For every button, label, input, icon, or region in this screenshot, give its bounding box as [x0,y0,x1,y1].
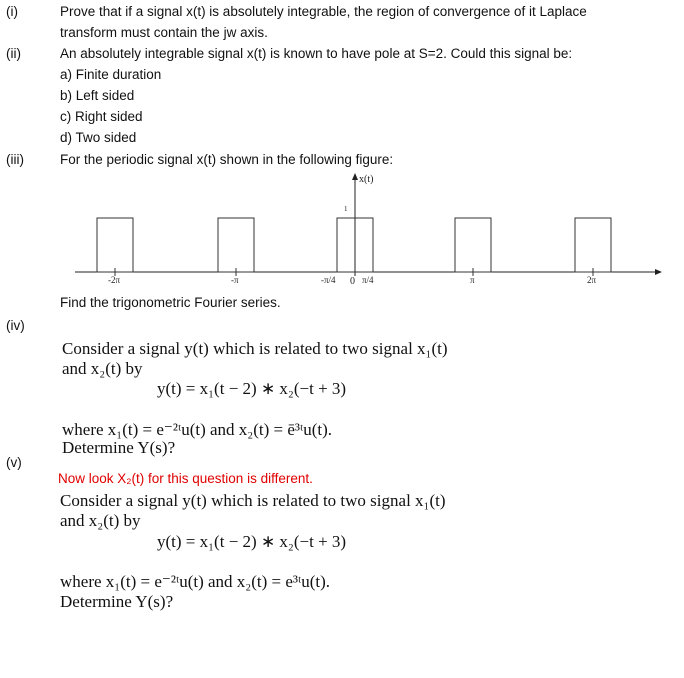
pulse [575,218,611,272]
q1-number: (i) [6,4,18,19]
q4-where: where x₁(t) = e⁻²ᵗu(t) and x₂(t) = ē³ᵗu(t). [62,420,333,439]
q5-line1: Consider a signal y(t) which is related to two signal x₁(t) [60,491,446,510]
periodic-signal-figure [0,168,684,290]
q5-equation: y(t) = x₁(t − 2) ∗ x₂(−t + 3) [157,532,347,551]
pulse [218,218,254,272]
q4-line2: and x₂(t) by [62,359,143,378]
tick-label: 2π [587,275,597,285]
q2-option-d: d) Two sided [60,130,137,145]
y-axis-label: x(t) [359,174,374,185]
q5-number: (v) [6,455,22,470]
q1-text-line1: Prove that if a signal x(t) is absolutely integrable, the region of convergence of it Laplace [60,4,587,19]
q2-text: An absolutely integrable signal x(t) is known to have pole at S=2. Could this signal be: [60,46,573,61]
q3-number: (iii) [6,152,24,167]
q5-note: Now look X₂(t) for this question is different. [58,471,313,486]
q1-text-line2: transform must contain the jw axis. [60,25,268,40]
tick-label: π [470,275,475,285]
q4-determine: Determine Y(s)? [62,438,176,457]
q2-number: (ii) [6,46,21,61]
q2-option-c: c) Right sided [60,109,143,124]
y-axis-arrow [352,173,358,180]
t-axis-arrow [655,269,662,275]
q4-line1: Consider a signal y(t) which is related to two signal x₁(t) [62,339,448,358]
tick-label: 0 [350,276,355,287]
q3-after-text: Find the trigonometric Fourier series. [60,295,281,310]
q3-text: For the periodic signal x(t) shown in the following figure: [60,152,394,167]
q2-option-a: a) Finite duration [60,67,162,82]
q5-where: where x₁(t) = e⁻²ᵗu(t) and x₂(t) = e³ᵗu(t). [60,572,331,591]
tick-label: π/4 [362,275,374,285]
tick-label: -π/4 [321,275,336,285]
tick-label: -π [231,275,239,285]
pulse [97,218,133,272]
tick-label: -2π [108,275,121,285]
pulse [455,218,491,272]
q5-determine: Determine Y(s)? [60,592,174,611]
q4-number: (iv) [6,318,25,333]
q4-equation: y(t) = x₁(t − 2) ∗ x₂(−t + 3) [157,379,347,398]
q5-line2: and x₂(t) by [60,511,141,530]
amplitude-label: 1 [344,205,348,213]
q2-option-b: b) Left sided [60,88,135,103]
